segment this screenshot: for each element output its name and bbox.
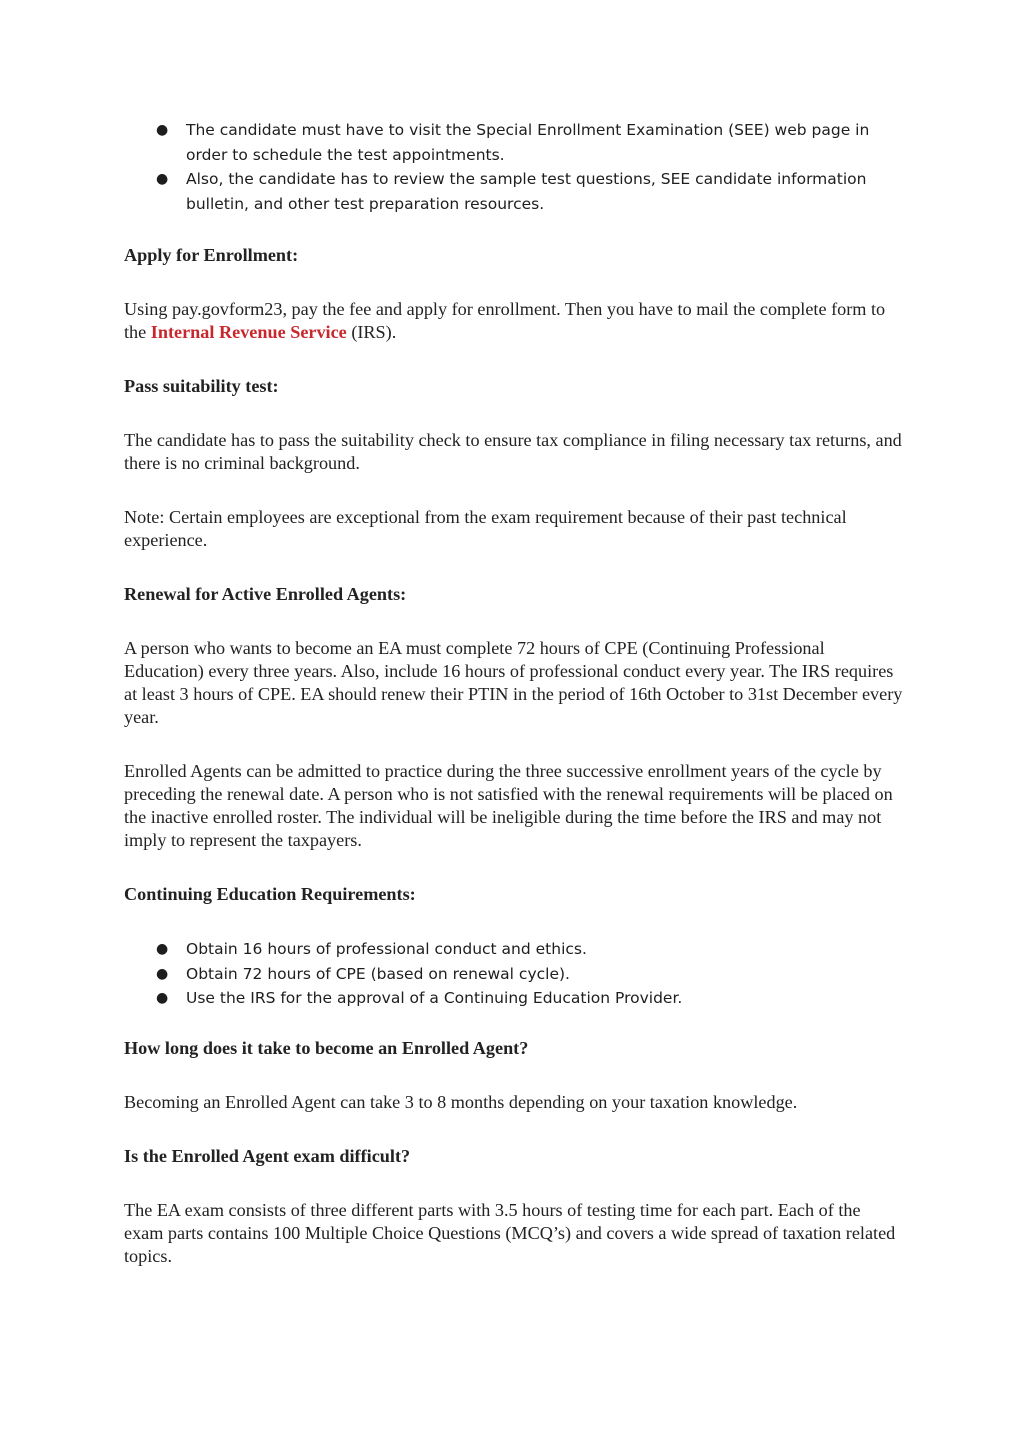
heading-how-long: How long does it take to become an Enrolled Agent?	[124, 1037, 529, 1058]
list-item-text: Use the IRS for the approval of a Continuing Education Provider.	[186, 989, 683, 1007]
bullet-icon: ●	[156, 122, 169, 138]
renewal-paragraph-2: Enrolled Agents can be admitted to practice during the three successive enrollment years of the cycle by preceding the renewal date. A person who is not satisfied with the renewal requirements will be placed on the inactive enrolled roster. The individual will be ineligible during the time before the IRS and may not imply to represent the taxpayers.	[124, 761, 893, 850]
bullet-icon: ●	[156, 990, 169, 1006]
exam-difficult-paragraph: The EA exam consists of three different parts with 3.5 hours of testing time for each part. Each of the exam parts contains 100 Multiple Choice Questions (MCQ’s) and covers a wide spread of taxation related topics.	[124, 1199, 896, 1266]
list-item-text: The candidate must have to visit the Special Enrollment Examination (SEE) web page in order to schedule the test appointments.	[186, 121, 870, 164]
heading-continuing-education: Continuing Education Requirements:	[124, 884, 416, 904]
document-content	[124, 118, 904, 1268]
list-item-text: Obtain 16 hours of professional conduct and ethics.	[186, 940, 587, 958]
heading-renewal: Renewal for Active Enrolled Agents:	[124, 584, 407, 604]
heading-exam-difficult: Is the Enrolled Agent exam difficult?	[124, 1145, 411, 1166]
top-bullet-list	[124, 118, 904, 216]
list-item	[124, 167, 904, 216]
renewal-paragraph-1: A person who wants to become an EA must complete 72 hours of CPE (Continuing Professional Education) every three years. Also, include 16 hours of professional conduct every year. The IRS requires at least 3 hours of CPE. EA should renew their PTIN in the period of 16th October to 31st December every year.	[124, 638, 903, 727]
bullet-icon: ●	[156, 171, 169, 187]
list-item	[124, 962, 904, 987]
heading-apply-enrollment: Apply for Enrollment:	[124, 245, 299, 265]
list-item-text: Also, the candidate has to review the sample test questions, SEE candidate information bulletin, and other test preparation resources.	[186, 170, 867, 213]
list-item	[124, 937, 904, 962]
heading-suitability-test: Pass suitability test:	[124, 376, 279, 396]
bullet-icon: ●	[156, 941, 169, 957]
note-paragraph: Note: Certain employees are exceptional from the exam requirement because of their past technical experience.	[124, 507, 847, 550]
list-item	[124, 118, 904, 167]
continuing-bullet-list	[124, 937, 904, 1011]
bullet-icon: ●	[156, 965, 169, 982]
irs-link[interactable]: Internal Revenue Service	[150, 322, 347, 342]
list-item-text: Obtain 72 hours of CPE (based on renewal cycle).	[186, 964, 570, 983]
apply-paragraph	[124, 298, 904, 344]
suitability-paragraph: The candidate has to pass the suitability check to ensure tax compliance in filing necessary tax returns, and there is no criminal background.	[124, 430, 902, 473]
apply-text-before: Using pay.govform23, pay the fee and apply for enrollment. Then you have to mail the complete form to the	[124, 299, 886, 342]
list-item	[124, 986, 904, 1011]
how-long-paragraph: Becoming an Enrolled Agent can take 3 to 8 months depending on your taxation knowledge.	[124, 1091, 798, 1112]
apply-text-after: (IRS).	[346, 322, 397, 342]
